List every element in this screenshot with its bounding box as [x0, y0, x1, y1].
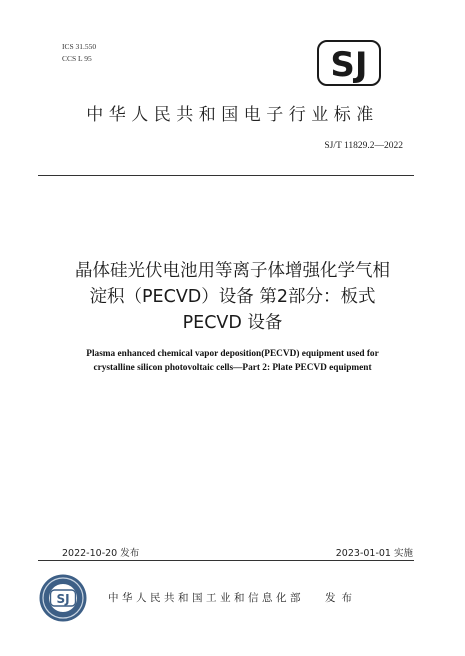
- ccs-code: CCS L 95: [62, 54, 92, 63]
- sj-logo-icon: [317, 40, 381, 86]
- seal-text: SJ: [56, 592, 70, 606]
- sj-logo-text: SJ: [330, 45, 368, 85]
- publish-date: 2022-10-20 发布: [62, 548, 140, 559]
- chinese-title-line-2: 淀积（PECVD）设备 第2部分：板式: [89, 287, 376, 307]
- english-title: [40, 348, 425, 375]
- issue-label: 发布: [325, 592, 358, 604]
- bottom-divider: [38, 560, 414, 561]
- chinese-title: [40, 258, 425, 336]
- standard-category-title: 中华人民共和国电子行业标准: [86, 105, 379, 125]
- implementation-date: 2023-01-01 实施: [335, 548, 413, 559]
- standard-number: SJ/T 11829.2—2022: [324, 141, 403, 151]
- ministry-seal-icon: [38, 573, 88, 623]
- english-title-line-2: crystalline silicon photovoltaic cells—Part 2: Plate PECVD equipment: [93, 362, 372, 373]
- top-divider: [38, 175, 414, 176]
- ics-code: ICS 31.550: [62, 42, 97, 51]
- english-title-line-1: Plasma enhanced chemical vapor deposition(PECVD) equipment used for: [86, 349, 379, 359]
- issuing-authority: 中华人民共和国工业和信息化部: [108, 592, 304, 604]
- chinese-title-line-3: PECVD 设备: [182, 313, 283, 333]
- chinese-title-line-1: 晶体硅光伏电池用等离子体增强化学气相: [75, 261, 390, 281]
